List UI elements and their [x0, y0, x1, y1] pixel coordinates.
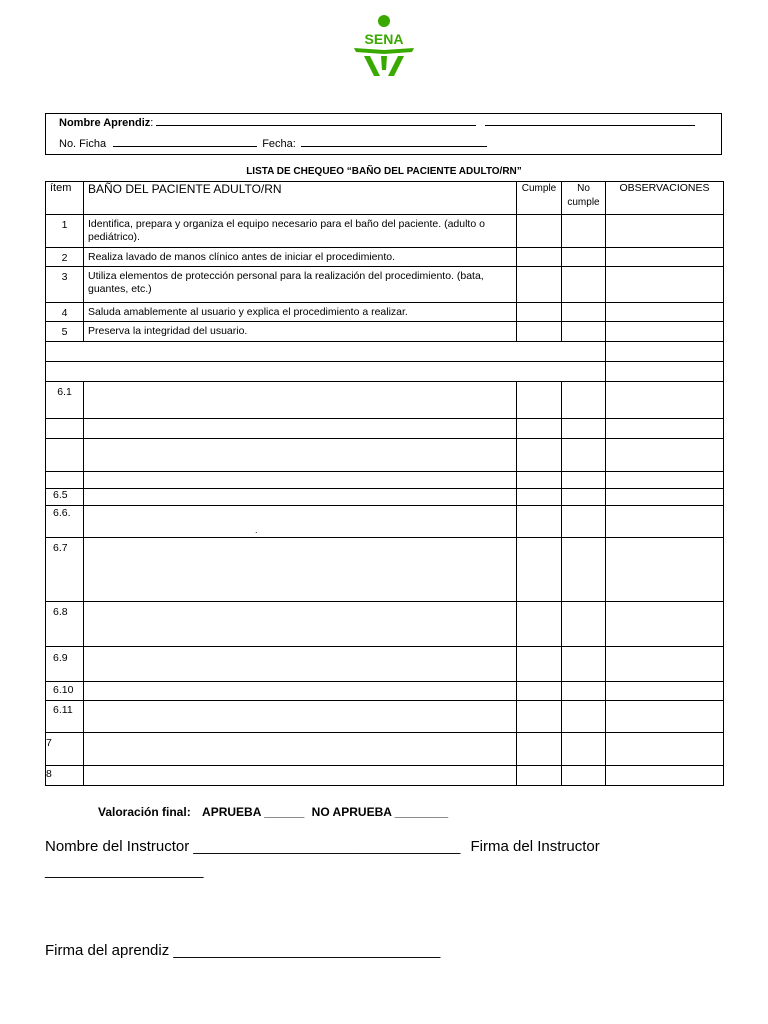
- cumple-cell[interactable]: [517, 382, 562, 419]
- no-cumple-cell[interactable]: [562, 506, 606, 538]
- name-label: Nombre Aprendiz: [59, 117, 151, 129]
- observaciones-cell[interactable]: [606, 215, 724, 248]
- no-cumple-cell[interactable]: [562, 322, 606, 342]
- observaciones-cell[interactable]: [606, 766, 724, 786]
- no-cumple-cell[interactable]: [562, 602, 606, 647]
- observaciones-cell[interactable]: [606, 382, 724, 419]
- table-row: 6.7: [46, 538, 724, 602]
- cumple-cell[interactable]: [517, 248, 562, 267]
- cumple-cell[interactable]: [517, 489, 562, 506]
- observaciones-cell[interactable]: [606, 248, 724, 267]
- student-info-box: Nombre Aprendiz: No. Ficha Fecha:: [45, 113, 722, 155]
- fecha-field[interactable]: [301, 136, 487, 147]
- observaciones-cell[interactable]: [606, 322, 724, 342]
- table-row: [46, 419, 724, 439]
- cumple-cell[interactable]: [517, 647, 562, 682]
- no-aprueba-field[interactable]: NO APRUEBA ________: [311, 805, 449, 819]
- desc-cell[interactable]: [84, 682, 517, 701]
- instructor-name-field[interactable]: Nombre del Instructor ________________________________: [45, 838, 461, 855]
- desc-cell[interactable]: [84, 472, 517, 489]
- instructor-line: [45, 838, 600, 855]
- table-row: 6.9: [46, 647, 724, 682]
- no-cumple-cell[interactable]: [562, 439, 606, 472]
- table-row: 7: [46, 733, 724, 766]
- desc-cell[interactable]: [84, 766, 517, 786]
- table-row: 6.5: [46, 489, 724, 506]
- observaciones-cell[interactable]: [606, 362, 724, 382]
- desc-cell[interactable]: [84, 602, 517, 647]
- desc-cell[interactable]: [84, 439, 517, 472]
- no-cumple-cell[interactable]: [562, 267, 606, 303]
- aprendiz-firma-field[interactable]: Firma del aprendiz ________________________________: [45, 942, 441, 959]
- section-row: [46, 362, 724, 382]
- desc-cell[interactable]: [84, 419, 517, 439]
- section-cell[interactable]: [46, 362, 606, 382]
- no-cumple-cell[interactable]: [562, 682, 606, 701]
- cumple-cell[interactable]: [517, 472, 562, 489]
- cumple-cell[interactable]: [517, 682, 562, 701]
- num-cell: [46, 439, 84, 472]
- table-row: 6.8: [46, 602, 724, 647]
- observaciones-cell[interactable]: [606, 602, 724, 647]
- ficha-field[interactable]: [113, 136, 257, 147]
- cumple-cell[interactable]: [517, 267, 562, 303]
- checklist-title: LISTA DE CHEQUEO “BAÑO DEL PACIENTE ADULTO/RN”: [246, 166, 522, 177]
- cumple-cell[interactable]: [517, 419, 562, 439]
- header-title: BAÑO DEL PACIENTE ADULTO/RN: [84, 182, 517, 215]
- aprueba-field[interactable]: APRUEBA ______: [202, 805, 305, 819]
- table-row: 5 Preserva la integridad del usuario.: [46, 322, 724, 342]
- cumple-cell[interactable]: [517, 322, 562, 342]
- table-row: 6.11: [46, 701, 724, 733]
- header-item: ítem: [46, 182, 84, 215]
- section-row: [46, 342, 724, 362]
- cumple-cell[interactable]: [517, 766, 562, 786]
- observaciones-cell[interactable]: [606, 419, 724, 439]
- no-cumple-cell[interactable]: [562, 701, 606, 733]
- num-cell: [46, 472, 84, 489]
- observaciones-cell[interactable]: [606, 489, 724, 506]
- desc-cell[interactable]: [84, 382, 517, 419]
- no-cumple-cell[interactable]: [562, 382, 606, 419]
- observaciones-cell[interactable]: [606, 701, 724, 733]
- header-no-cumple: No cumple: [562, 182, 606, 215]
- cumple-cell[interactable]: [517, 733, 562, 766]
- cumple-cell[interactable]: [517, 303, 562, 322]
- table-row: 6.6.: [46, 506, 724, 538]
- cumple-cell[interactable]: [517, 701, 562, 733]
- no-cumple-cell[interactable]: [562, 472, 606, 489]
- table-row: 3 Utiliza elementos de protección personal para la realización del procedimiento. (bata, guantes, etc.): [46, 267, 724, 303]
- logo-text: SENA: [364, 31, 404, 47]
- table-row: 4 Saluda amablemente al usuario y explica el procedimiento a realizar.: [46, 303, 724, 322]
- desc-cell[interactable]: [84, 506, 517, 538]
- checklist-table: [45, 181, 724, 786]
- cumple-cell[interactable]: [517, 602, 562, 647]
- desc-cell[interactable]: [84, 647, 517, 682]
- desc-cell[interactable]: [84, 733, 517, 766]
- instructor-firma-label: Firma del Instructor: [470, 838, 600, 855]
- observaciones-cell[interactable]: [606, 342, 724, 362]
- fecha-label: Fecha:: [262, 138, 296, 150]
- table-row: 8: [46, 766, 724, 786]
- sena-logo: [350, 14, 418, 78]
- table-row: [46, 472, 724, 489]
- observaciones-cell[interactable]: [606, 506, 724, 538]
- observaciones-cell[interactable]: [606, 472, 724, 489]
- valoracion-label: Valoración final:: [98, 805, 191, 819]
- no-cumple-cell[interactable]: [562, 733, 606, 766]
- cumple-cell[interactable]: [517, 439, 562, 472]
- observaciones-cell[interactable]: [606, 267, 724, 303]
- no-cumple-cell[interactable]: [562, 647, 606, 682]
- desc-cell[interactable]: [84, 701, 517, 733]
- table-row: [46, 439, 724, 472]
- cumple-cell[interactable]: [517, 538, 562, 602]
- table-row: 1 Identifica, prepara y organiza el equipo necesario para el baño del paciente. (adulto o pediátrico).: [46, 215, 724, 248]
- no-cumple-cell[interactable]: [562, 303, 606, 322]
- cumple-cell[interactable]: [517, 506, 562, 538]
- observaciones-cell[interactable]: [606, 303, 724, 322]
- name-field[interactable]: [156, 115, 476, 126]
- no-cumple-cell[interactable]: [562, 766, 606, 786]
- num-cell: [46, 419, 84, 439]
- section-cell[interactable]: [46, 342, 606, 362]
- ficha-label: No. Ficha: [59, 138, 107, 150]
- header-cumple: Cumple: [517, 182, 562, 215]
- desc-cell[interactable]: [84, 538, 517, 602]
- observaciones-cell[interactable]: [606, 439, 724, 472]
- name-field-extra[interactable]: [485, 115, 695, 126]
- no-cumple-cell[interactable]: [562, 489, 606, 506]
- table-row: 2 Realiza lavado de manos clínico antes de iniciar el procedimiento.: [46, 248, 724, 267]
- header-observaciones: OBSERVACIONES: [606, 182, 724, 215]
- valoracion-final: [98, 805, 448, 819]
- cumple-cell[interactable]: [517, 215, 562, 248]
- observaciones-cell[interactable]: [606, 682, 724, 701]
- no-cumple-cell[interactable]: [562, 419, 606, 439]
- observaciones-cell[interactable]: [606, 647, 724, 682]
- table-row: 6.1: [46, 382, 724, 419]
- no-cumple-cell[interactable]: [562, 248, 606, 267]
- stray-dot: .: [255, 525, 258, 535]
- no-cumple-cell[interactable]: [562, 215, 606, 248]
- instructor-firma-field[interactable]: ___________________: [45, 862, 204, 879]
- no-cumple-cell[interactable]: [562, 538, 606, 602]
- observaciones-cell[interactable]: [606, 538, 724, 602]
- table-row: 6.10: [46, 682, 724, 701]
- desc-cell[interactable]: [84, 489, 517, 506]
- observaciones-cell[interactable]: [606, 733, 724, 766]
- table-header-row: [46, 182, 724, 215]
